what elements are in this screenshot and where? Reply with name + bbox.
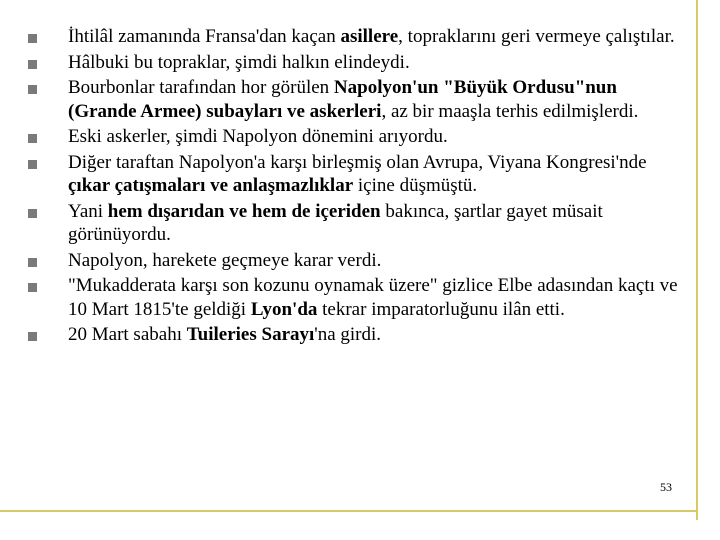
- square-bullet-icon: [28, 283, 37, 292]
- bullet-item: [28, 151, 678, 198]
- square-bullet-icon: [28, 85, 37, 94]
- text-run: İhtilâl zamanında Fransa'dan kaçan: [68, 26, 341, 47]
- bullet-text: [68, 26, 675, 47]
- bullet-item: [28, 323, 678, 347]
- bullet-text: [68, 201, 603, 246]
- bullet-text: [68, 250, 381, 271]
- text-run: Hâlbuki bu topraklar, şimdi halkın elindeydi.: [68, 51, 410, 73]
- square-bullet-icon: [28, 209, 37, 218]
- square-bullet-icon: [28, 160, 37, 169]
- bold-text-run: çıkar çatışmaları ve anlaşmazlıklar: [68, 175, 354, 196]
- bold-text-run: asillere: [340, 26, 399, 47]
- text-run: Diğer taraftan Napolyon'a karşı birleşmiş olan Avrupa, Viyana Kongresi'nde: [68, 151, 647, 173]
- slide-frame-right-border: [696, 0, 698, 520]
- text-run: , az bir maaşla terhis edilmişlerdi.: [381, 100, 639, 122]
- text-run: Eski askerler, şimdi Napolyon dönemini arıyordu.: [68, 126, 448, 147]
- bold-text-run: hem dışarıdan ve hem de içeriden: [107, 200, 381, 222]
- bullet-text: [68, 77, 638, 122]
- text-run: tekrar imparatorluğunu ilân etti.: [317, 298, 565, 320]
- bold-text-run: Napolyon'un "Büyük Ordusu"nun (Grande Armee) subayları ve askerleri: [68, 77, 617, 122]
- text-run: Bourbonlar tarafından hor görülen: [68, 77, 334, 98]
- text-run: bakınca, şartlar gayet müsait görünüyordu.: [68, 200, 603, 245]
- bullet-list: [28, 25, 678, 349]
- square-bullet-icon: [28, 332, 37, 341]
- bullet-item: [28, 51, 678, 75]
- text-run: "Mukadderata karşı son kozunu oynamak üzere" gizlice Elbe adasından kaçtı ve 10 Mart 1815'te geldiği: [68, 275, 678, 320]
- bullet-text: [68, 126, 448, 147]
- bullet-item: [28, 249, 678, 273]
- bullet-text: [68, 52, 410, 73]
- bullet-text: [68, 275, 678, 320]
- square-bullet-icon: [28, 258, 37, 267]
- bullet-item: [28, 76, 678, 123]
- text-run: 20 Mart sabahı: [68, 324, 187, 345]
- square-bullet-icon: [28, 60, 37, 69]
- bullet-item: [28, 25, 678, 49]
- bold-text-run: Lyon'da: [250, 298, 318, 320]
- bullet-item: [28, 200, 678, 247]
- bullet-text: [68, 152, 647, 197]
- bold-text-run: Tuileries Sarayı: [186, 324, 315, 345]
- text-run: , topraklarını geri vermeye çalıştılar.: [398, 26, 675, 47]
- square-bullet-icon: [28, 134, 37, 143]
- bullet-item: [28, 274, 678, 321]
- text-run: Yani: [68, 200, 108, 222]
- bullet-text: [68, 324, 381, 345]
- slide-frame-bottom-border: [0, 510, 698, 512]
- text-run: içine düşmüştü.: [353, 175, 478, 196]
- square-bullet-icon: [28, 34, 37, 43]
- bullet-item: [28, 125, 678, 149]
- page-number: 53: [660, 480, 672, 494]
- text-run: 'na girdi.: [314, 324, 382, 345]
- text-run: Napolyon, harekete geçmeye karar verdi.: [68, 249, 382, 271]
